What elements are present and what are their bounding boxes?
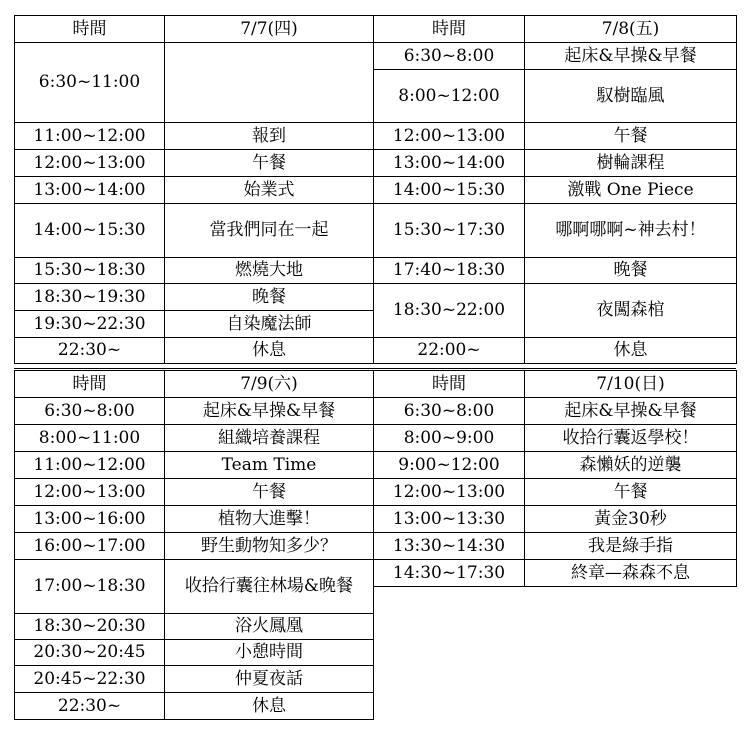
day2-date-header: 7/8(五) (524, 15, 737, 43)
day2-activity-cell: 休息 (524, 337, 737, 364)
day4-activity-cell: 收拾行囊返學校！ (524, 424, 737, 452)
day4-activity-cell: 森懶妖的逆襲 (524, 451, 737, 479)
day1-time-cell: 12:00~13:00 (14, 149, 165, 177)
day3-activity-cell: 休息 (164, 692, 374, 720)
day3-activity-cell: Team Time (164, 451, 374, 479)
day4-time-cell: 14:30~17:30 (373, 559, 525, 587)
day4-time-cell: 6:30~8:00 (373, 397, 525, 425)
day3-date-header: 7/9(六) (164, 370, 374, 398)
day3-time-cell: 13:00~16:00 (14, 505, 165, 533)
day2-time-cell: 13:00~14:00 (373, 149, 525, 177)
day1-time-header: 時間 (14, 15, 165, 43)
day2-activity-cell: 夜闖森棺 (524, 283, 737, 338)
day3-activity-cell: 收拾行囊往林場&晚餐 (164, 559, 374, 614)
day3-time-cell: 11:00~12:00 (14, 451, 165, 479)
day2-time-cell: 15:30~17:30 (373, 203, 525, 258)
day4-time-cell: 8:00~9:00 (373, 424, 525, 452)
day2-time-cell: 22:00~ (373, 337, 525, 364)
day1-activity-cell: 燃燒大地 (164, 257, 374, 284)
day3-time-header: 時間 (14, 370, 165, 398)
day2-activity-cell: 樹輪課程 (524, 149, 737, 177)
section-divider (14, 363, 736, 369)
day2-activity-cell: 午餐 (524, 122, 737, 150)
day2-time-cell: 6:30~8:00 (373, 42, 525, 70)
day2-activity-cell: 馭樹臨風 (524, 69, 737, 123)
day1-time-cell: 11:00~12:00 (14, 122, 165, 150)
day2-time-cell: 8:00~12:00 (373, 69, 525, 123)
day1-time-cell: 13:00~14:00 (14, 176, 165, 204)
day3-time-cell: 6:30~8:00 (14, 397, 165, 425)
day3-time-cell: 22:30~ (14, 692, 165, 720)
day3-activity-cell: 仲夏夜話 (164, 665, 374, 693)
day1-activity-cell: 當我們同在一起 (164, 203, 374, 258)
day1-activity-cell: 報到 (164, 122, 374, 150)
day1-activity-cell: 休息 (164, 337, 374, 364)
day2-time-cell: 18:30~22:00 (373, 283, 525, 338)
day4-time-cell: 9:00~12:00 (373, 451, 525, 479)
day3-activity-cell: 植物大進擊！ (164, 505, 374, 533)
day1-time-cell: 18:30~19:30 (14, 283, 165, 311)
day1-time-cell: 15:30~18:30 (14, 257, 165, 284)
day2-time-header: 時間 (373, 15, 525, 43)
day2-activity-cell: 起床&早操&早餐 (524, 42, 737, 70)
day3-activity-cell: 組織培養課程 (164, 424, 374, 452)
day4-time-cell: 13:30~14:30 (373, 532, 525, 560)
day3-time-cell: 12:00~13:00 (14, 478, 165, 506)
day4-activity-cell: 起床&早操&早餐 (524, 397, 737, 425)
day4-activity-cell: 黃金30秒 (524, 505, 737, 533)
day1-time-cell: 22:30~ (14, 337, 165, 364)
day3-time-cell: 20:45~22:30 (14, 665, 165, 693)
day1-time-cell: 6:30~11:00 (14, 42, 165, 123)
day3-time-cell: 8:00~11:00 (14, 424, 165, 452)
day4-time-header: 時間 (373, 370, 525, 398)
day4-date-header: 7/10(日) (524, 370, 737, 398)
day1-activity-cell: 始業式 (164, 176, 374, 204)
day2-activity-cell: 晚餐 (524, 257, 737, 284)
day3-activity-cell: 小憩時間 (164, 639, 374, 666)
day1-time-cell: 19:30~22:30 (14, 310, 165, 338)
day3-activity-cell: 浴火鳳凰 (164, 613, 374, 640)
day2-time-cell: 12:00~13:00 (373, 122, 525, 150)
day4-activity-cell: 我是綠手指 (524, 532, 737, 560)
day3-activity-cell: 午餐 (164, 478, 374, 506)
day1-date-header: 7/7(四) (164, 15, 374, 43)
day1-activity-cell: 自染魔法師 (164, 310, 374, 338)
day3-time-cell: 20:30~20:45 (14, 639, 165, 666)
day2-time-cell: 17:40~18:30 (373, 257, 525, 284)
day1-activity-cell: 晚餐 (164, 283, 374, 311)
day2-activity-cell: 激戰 One Piece (524, 176, 737, 204)
day3-activity-cell: 起床&早操&早餐 (164, 397, 374, 425)
day2-time-cell: 14:00~15:30 (373, 176, 525, 204)
day2-activity-cell: 哪啊哪啊~神去村！ (524, 203, 737, 258)
day1-time-cell: 14:00~15:30 (14, 203, 165, 258)
day3-time-cell: 17:00~18:30 (14, 559, 165, 614)
day1-activity-cell: 午餐 (164, 149, 374, 177)
day3-time-cell: 18:30~20:30 (14, 613, 165, 640)
day3-time-cell: 16:00~17:00 (14, 532, 165, 560)
day4-activity-cell: 終章—森森不息 (524, 559, 737, 587)
day1-activity-cell (164, 42, 374, 123)
day4-time-cell: 13:00~13:30 (373, 505, 525, 533)
day4-time-cell: 12:00~13:00 (373, 478, 525, 506)
day4-activity-cell: 午餐 (524, 478, 737, 506)
day3-activity-cell: 野生動物知多少？ (164, 532, 374, 560)
